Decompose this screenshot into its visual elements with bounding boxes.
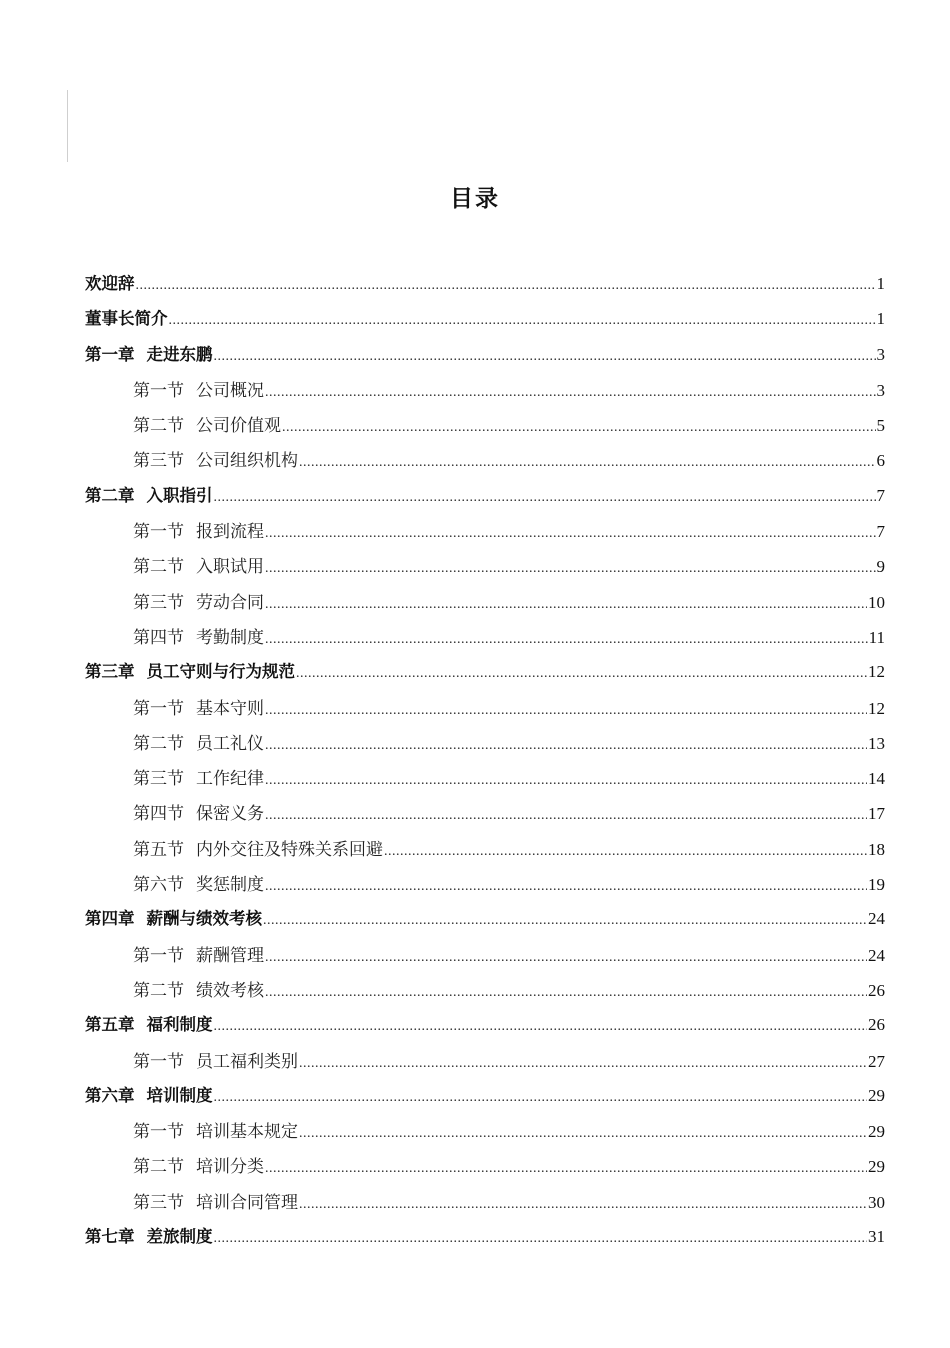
toc-entry-text: 培训合同管理 xyxy=(196,1192,298,1213)
toc-entry-text: 考勤制度 xyxy=(196,627,264,648)
toc-entry-text: 培训制度 xyxy=(146,1085,213,1105)
toc-entry-number: 第一章 xyxy=(85,344,135,364)
dot-leader xyxy=(265,526,876,542)
dot-leader xyxy=(169,313,876,329)
dot-leader xyxy=(384,844,867,860)
toc-entry-number: 第一节 xyxy=(133,945,184,966)
toc-entry-text: 入职指引 xyxy=(146,485,213,505)
toc-entry-label xyxy=(133,1047,298,1072)
toc-page-number: 29 xyxy=(868,1122,885,1142)
toc-entry-label xyxy=(133,1117,298,1142)
toc-section-entry[interactable] xyxy=(85,835,885,870)
toc-entry-label xyxy=(133,623,264,648)
toc-page-number: 31 xyxy=(868,1227,885,1247)
toc-section-entry[interactable] xyxy=(85,552,885,587)
toc-chapter-entry[interactable] xyxy=(85,1082,885,1117)
dot-leader xyxy=(214,1090,868,1106)
toc-entry-number: 第一节 xyxy=(133,380,184,401)
toc-entry-text: 差旅制度 xyxy=(146,1227,213,1247)
toc-entry-text: 基本守则 xyxy=(196,698,264,719)
dot-leader xyxy=(299,1126,867,1142)
toc-entry-label xyxy=(133,588,264,613)
toc-chapter-entry[interactable] xyxy=(85,341,885,376)
dot-leader xyxy=(265,561,876,577)
toc-page-number: 9 xyxy=(876,557,885,577)
dot-leader xyxy=(296,666,867,682)
toc-page-number: 5 xyxy=(876,416,885,436)
toc-entry-label xyxy=(133,376,264,401)
toc-entry-text: 薪酬管理 xyxy=(196,945,264,966)
toc-section-entry[interactable] xyxy=(85,729,885,764)
toc-entry-text: 董事长简介 xyxy=(85,309,168,329)
toc-page-number: 17 xyxy=(868,804,885,824)
toc-section-entry[interactable] xyxy=(85,870,885,905)
toc-page-number: 10 xyxy=(868,592,885,612)
toc-entry-number: 第四章 xyxy=(85,909,135,929)
dot-leader xyxy=(136,278,876,294)
toc-section-entry[interactable] xyxy=(85,623,885,658)
toc-entry-number: 第三节 xyxy=(133,769,184,790)
toc-page-number: 1 xyxy=(876,309,885,329)
dot-leader xyxy=(214,1019,868,1035)
toc-page-number: 26 xyxy=(868,1015,885,1035)
toc-entry-label xyxy=(85,1082,213,1106)
toc-section-entry[interactable] xyxy=(85,976,885,1011)
toc-entry-label xyxy=(85,482,213,506)
toc-entry-text: 奖惩制度 xyxy=(196,875,264,896)
toc-page-number: 7 xyxy=(876,485,885,505)
dot-leader xyxy=(265,808,867,824)
toc-entry-label xyxy=(85,341,213,365)
toc-chapter-entry[interactable] xyxy=(85,1011,885,1046)
toc-entry-number: 第二节 xyxy=(133,980,184,1001)
dot-leader xyxy=(282,420,876,436)
toc-entry-label xyxy=(133,552,264,577)
toc-entry-text: 培训基本规定 xyxy=(196,1122,298,1143)
toc-section-entry[interactable] xyxy=(85,588,885,623)
toc-section-entry[interactable] xyxy=(85,376,885,411)
dot-leader xyxy=(299,1056,867,1072)
toc-entry-number: 第三节 xyxy=(133,592,184,613)
page-title: 目录 xyxy=(450,186,500,212)
toc-entry-number: 第二节 xyxy=(133,733,184,754)
toc-page-number: 3 xyxy=(876,380,885,400)
toc-page-number: 30 xyxy=(868,1192,885,1212)
toc-page-number: 13 xyxy=(868,733,885,753)
toc-section-entry[interactable] xyxy=(85,1188,885,1223)
toc-entry-label xyxy=(85,305,168,329)
toc-entry-label xyxy=(85,658,295,682)
toc-entry-number: 第五节 xyxy=(133,839,184,860)
toc-entry-label xyxy=(133,799,264,824)
toc-section-entry[interactable] xyxy=(85,517,885,552)
toc-entry-text: 员工守则与行为规范 xyxy=(146,662,295,682)
toc-section-entry[interactable] xyxy=(85,1152,885,1187)
toc-entry-text: 公司组织机构 xyxy=(196,451,298,472)
toc-section-entry[interactable] xyxy=(85,1117,885,1152)
toc-page-number: 27 xyxy=(868,1051,885,1071)
dot-leader xyxy=(299,1197,867,1213)
dot-leader xyxy=(265,703,867,719)
toc-entry-number: 第三节 xyxy=(133,1192,184,1213)
toc-entry-text: 公司价值观 xyxy=(196,416,281,437)
toc-entry-number: 第三节 xyxy=(133,451,184,472)
toc-chapter-entry[interactable] xyxy=(85,1223,885,1258)
toc-entry-number: 第一节 xyxy=(133,698,184,719)
dot-leader xyxy=(265,950,867,966)
toc-section-entry[interactable] xyxy=(85,799,885,834)
toc-page-number: 3 xyxy=(876,344,885,364)
toc-entry-text: 入职试用 xyxy=(196,557,264,578)
toc-entry-text: 培训分类 xyxy=(196,1157,264,1178)
toc-entry-number: 第二节 xyxy=(133,1157,184,1178)
toc-entry-number: 第五章 xyxy=(85,1015,135,1035)
toc-entry-text: 欢迎辞 xyxy=(85,274,135,293)
dot-leader xyxy=(265,1161,867,1177)
toc-page-number: 6 xyxy=(876,451,885,471)
toc-entry-number: 第二节 xyxy=(133,416,184,437)
toc-section-entry[interactable] xyxy=(85,1047,885,1082)
margin-mark xyxy=(67,90,68,162)
toc-entry-text: 内外交往及特殊关系回避 xyxy=(196,839,383,860)
toc-entry-text: 走进东鹏 xyxy=(146,344,213,364)
toc-entry-label xyxy=(133,446,298,471)
toc-entry-number: 第四节 xyxy=(133,627,184,648)
toc-entry-text: 福利制度 xyxy=(146,1015,213,1035)
toc-entry-number: 第二节 xyxy=(133,557,184,578)
dot-leader xyxy=(265,632,868,648)
dot-leader xyxy=(265,879,867,895)
toc-entry-label xyxy=(85,1011,213,1035)
toc-entry-label xyxy=(133,941,264,966)
toc-entry-number: 第六章 xyxy=(85,1085,135,1105)
toc-entry-label xyxy=(133,1152,264,1177)
toc-entry-label xyxy=(133,870,264,895)
toc-chapter-entry[interactable] xyxy=(85,270,885,305)
dot-leader xyxy=(265,773,867,789)
toc-page-number: 19 xyxy=(868,875,885,895)
toc-chapter-entry[interactable] xyxy=(85,905,885,940)
toc-entry-number: 第二章 xyxy=(85,485,135,505)
toc-entry-label xyxy=(85,270,135,294)
dot-leader xyxy=(214,349,876,365)
toc-page-number: 1 xyxy=(876,274,885,293)
toc-page-number: 29 xyxy=(868,1157,885,1177)
toc-entry-number: 第三章 xyxy=(85,662,135,682)
dot-leader xyxy=(265,597,867,613)
toc-section-entry[interactable] xyxy=(85,764,885,799)
toc-page-number: 14 xyxy=(868,769,885,789)
toc-page-number: 24 xyxy=(868,945,885,965)
toc-entry-label xyxy=(133,517,264,542)
toc-entry-text: 薪酬与绩效考核 xyxy=(146,909,262,929)
toc-entry-number: 第一节 xyxy=(133,1122,184,1143)
toc-entry-label xyxy=(133,694,264,719)
toc-entry-text: 绩效考核 xyxy=(196,980,264,1001)
toc-section-entry[interactable] xyxy=(85,694,885,729)
toc-entry-label xyxy=(133,976,264,1001)
toc-page-number: 18 xyxy=(868,839,885,859)
toc-entry-text: 员工福利类别 xyxy=(196,1051,298,1072)
toc-entry-text: 员工礼仪 xyxy=(196,733,264,754)
toc-entry-label xyxy=(133,729,264,754)
dot-leader xyxy=(265,985,867,1001)
toc-entry-number: 第六节 xyxy=(133,875,184,896)
toc-entry-number: 第四节 xyxy=(133,804,184,825)
toc-entry-number: 第一节 xyxy=(133,522,184,543)
toc-section-entry[interactable] xyxy=(85,411,885,446)
toc-page-number: 24 xyxy=(868,909,885,929)
table-of-contents xyxy=(85,270,885,1258)
toc-chapter-entry[interactable] xyxy=(85,305,885,340)
toc-entry-text: 工作纪律 xyxy=(196,769,264,790)
toc-entry-text: 劳动合同 xyxy=(196,592,264,613)
toc-entry-label xyxy=(85,1223,213,1247)
toc-entry-number: 第七章 xyxy=(85,1227,135,1247)
toc-chapter-entry[interactable] xyxy=(85,658,885,693)
toc-page-number: 26 xyxy=(868,980,885,1000)
toc-section-entry[interactable] xyxy=(85,941,885,976)
dot-leader xyxy=(265,385,876,401)
dot-leader xyxy=(299,455,876,471)
toc-section-entry[interactable] xyxy=(85,446,885,481)
toc-page-number: 7 xyxy=(876,522,885,542)
toc-page-number: 12 xyxy=(868,698,885,718)
toc-entry-label xyxy=(85,905,262,929)
toc-chapter-entry[interactable] xyxy=(85,482,885,517)
dot-leader xyxy=(263,913,867,929)
toc-entry-label xyxy=(133,411,281,436)
toc-page-number: 29 xyxy=(868,1085,885,1105)
dot-leader xyxy=(265,738,867,754)
toc-entry-label xyxy=(133,835,383,860)
dot-leader xyxy=(214,490,876,506)
toc-entry-text: 报到流程 xyxy=(196,522,264,543)
toc-entry-text: 保密义务 xyxy=(196,804,264,825)
toc-entry-label xyxy=(133,764,264,789)
toc-entry-number: 第一节 xyxy=(133,1051,184,1072)
toc-entry-label xyxy=(133,1188,298,1213)
dot-leader xyxy=(214,1231,868,1247)
toc-entry-text: 公司概况 xyxy=(196,380,264,401)
toc-page-number: 11 xyxy=(868,627,885,647)
toc-page-number: 12 xyxy=(868,662,885,682)
